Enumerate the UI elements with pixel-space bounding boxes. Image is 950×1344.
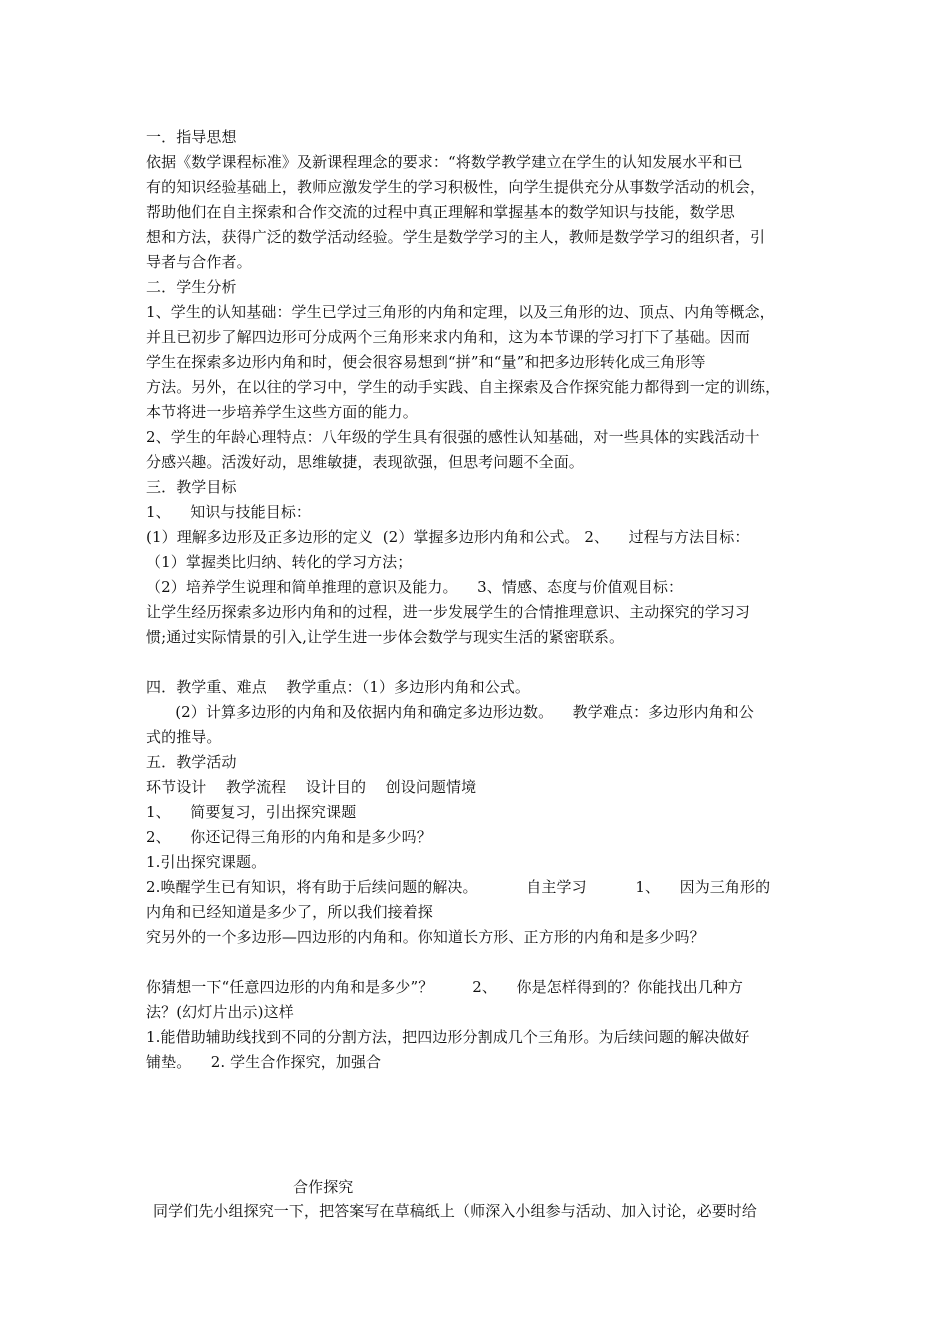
paragraph-line: 环节设计 教学流程 设计目的 创设问题情境 xyxy=(146,778,477,796)
paragraph-line: (2）计算多边形的内角和及依据内角和确定多边形边数。 教学难点：多边形内角和公 xyxy=(146,703,754,721)
paragraph-line: 2、 你还记得三角形的内角和是多少吗？ xyxy=(146,828,432,846)
paragraph-line: 帮助他们在自主探索和合作交流的过程中真正理解和掌握基本的数学知识与技能，数学思 xyxy=(146,203,735,221)
paragraph-line: 想和方法，获得广泛的数学活动经验。学生是数学学习的主人，教师是数学学习的组织者，引 xyxy=(146,228,766,246)
section-2-heading: 二．学生分析 xyxy=(146,278,237,296)
paragraph-line: 1、学生的认知基础：学生已学过三角形的内角和定理，以及三角形的边、顶点、内角等概念， xyxy=(146,303,775,321)
paragraph-line: （2）培养学生说理和简单推理的意识及能力。 3、情感、态度与价值观目标： xyxy=(146,578,684,596)
paragraph-line: 学生在探索多边形内角和时，便会很容易想到“拼”和“量”和把多边形转化成三角形等 xyxy=(146,353,706,371)
paragraph-line: 并且已初步了解四边形可分成两个三角形来求内角和，这为本节课的学习打下了基础。因而 xyxy=(146,328,751,346)
section-4-heading: 四．教学重、难点 教学重点：（1）多边形内角和公式。 xyxy=(146,678,531,696)
paragraph-line: 惯;通过实际情景的引入,让学生进一步体会数学与现实生活的紧密联系。 xyxy=(146,628,625,646)
paragraph-line: 2、学生的年龄心理特点：八年级的学生具有很强的感性认知基础，对一些具体的实践活动十 xyxy=(146,428,760,446)
paragraph-line: （1）掌握类比归纳、转化的学习方法； xyxy=(146,553,413,571)
paragraph-line: 你猜想一下“任意四边形的内角和是多少”？ 2、 你是怎样得到的？你能找出几种方 xyxy=(146,978,744,996)
paragraph-line: 方法。另外，在以往的学习中，学生的动手实践、自主探索及合作探究能力都得到一定的训练， xyxy=(146,378,781,396)
paragraph-line: 法？(幻灯片出示)这样 xyxy=(146,1003,294,1021)
paragraph-line: 式的推导。 xyxy=(146,728,222,746)
paragraph-line: 依据《数学课程标准》及新课程理念的要求：“将数学教学建立在学生的认知发展水平和已 xyxy=(146,153,743,171)
paragraph-line: 1.引出探究课题。 xyxy=(146,853,267,871)
paragraph-line: 分感兴趣。活泼好动，思维敏捷，表现欲强，但思考问题不全面。 xyxy=(146,453,584,471)
section-3-heading: 三．教学目标 xyxy=(146,478,237,496)
paragraph-line: 铺垫。 2. 学生合作探究，加强合 xyxy=(146,1053,382,1071)
paragraph-line: (1）理解多边形及正多边形的定义 (2）掌握多边形内角和公式。 2、 过程与方法目标： xyxy=(146,528,750,546)
subheading-cooperative-inquiry: 合作探究 xyxy=(293,1178,354,1196)
paragraph-line: 有的知识经验基础上，教师应激发学生的学习积极性，向学生提供充分从事数学活动的机会， xyxy=(146,178,766,196)
paragraph-line: 同学们先小组探究一下，把答案写在草稿纸上（师深入小组参与活动、加入讨论，必要时给 xyxy=(153,1202,758,1220)
paragraph-line: 1、 知识与技能目标： xyxy=(146,503,312,521)
paragraph-line: 究另外的一个多边形—四边形的内角和。你知道长方形、正方形的内角和是多少吗？ xyxy=(146,928,705,946)
paragraph-line: 本节将进一步培养学生这些方面的能力。 xyxy=(146,403,418,421)
paragraph-line: 1、 简要复习，引出探究课题 xyxy=(146,803,357,821)
paragraph-line: 让学生经历探索多边形内角和的过程，进一步发展学生的合情推理意识、主动探究的学习习 xyxy=(146,603,751,621)
paragraph-line: 内角和已经知道是多少了，所以我们接着探 xyxy=(146,903,433,921)
section-1-heading: 一．指导思想 xyxy=(146,128,237,146)
paragraph-line: 1.能借助辅助线找到不同的分割方法，把四边形分割成几个三角形。为后续问题的解决做好 xyxy=(146,1028,750,1046)
paragraph-line: 2.唤醒学生已有知识，将有助于后续问题的解决。 自主学习 1、 因为三角形的 xyxy=(146,878,771,896)
paragraph-line: 导者与合作者。 xyxy=(146,253,252,271)
section-5-heading: 五．教学活动 xyxy=(146,753,237,771)
